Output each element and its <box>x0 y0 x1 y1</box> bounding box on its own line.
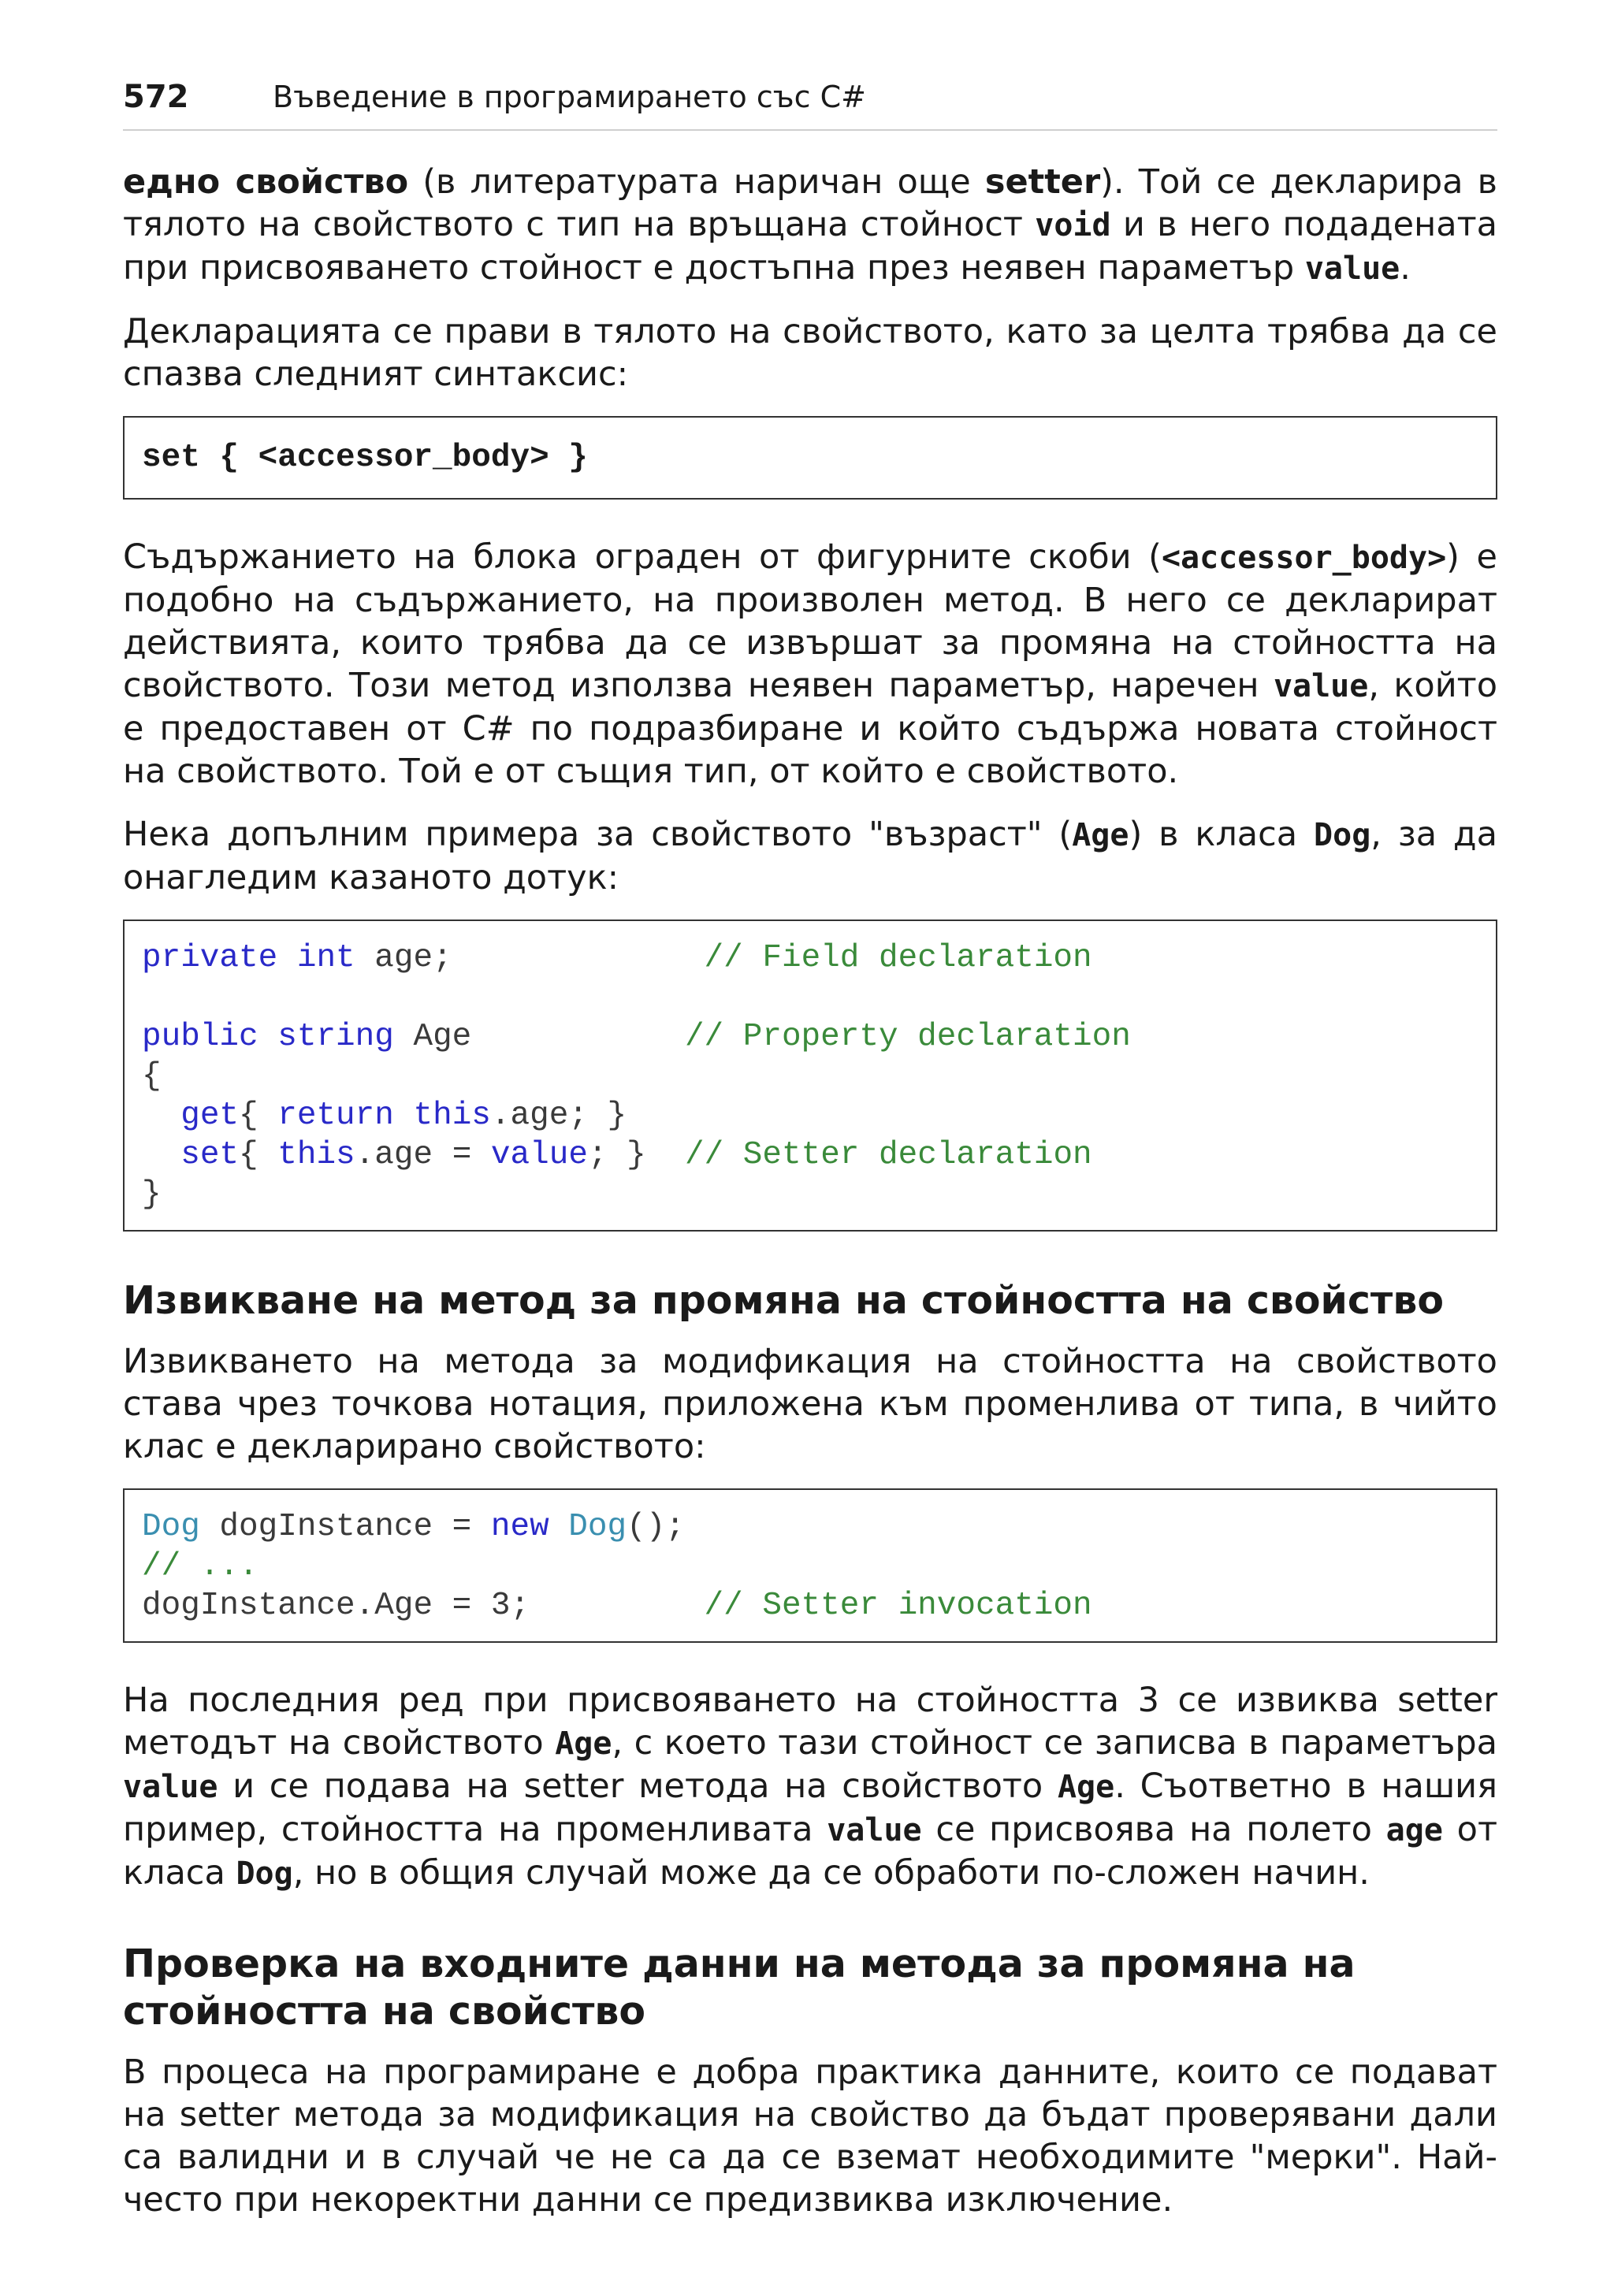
inline-code: value <box>1304 251 1400 287</box>
inline-code: void <box>1035 207 1111 243</box>
paragraph-example-intro: Нека допълним примера за свойството "възраст" (Age) в класа Dog, за да онагледим казаното дотук: <box>123 815 1498 897</box>
code-line: } <box>142 1176 162 1213</box>
section-heading-invoke-setter: Извикване на метод за промяна на стойността на свойство <box>123 1278 1445 1323</box>
code-line: private int age; // Field declaration <box>142 940 1092 976</box>
book-page <box>123 79 1497 2242</box>
code-line: get{ return this.age; } <box>180 1098 627 1134</box>
code-comment: // Field declaration <box>704 940 1092 976</box>
inline-code: Dog <box>236 1856 293 1892</box>
paragraph-setter-explanation: На последния ред при присвояването на стойността 3 се извиква setter методът на свойството Age, с което тази стойност се записва в параметъра value и се подава на setter метода на свойството Age. Съответно в нашия пример, стойността на променливата value се присвоява на полето age от класа Dog, но в общия случай може да се обработи по-сложен начин. <box>123 1681 1497 1893</box>
syntax-code-block: set { <accessor_body> } <box>123 416 1497 500</box>
page-number: 572 <box>123 79 189 115</box>
inline-code: <accessor_body> <box>1161 540 1447 576</box>
inline-code: Dog <box>1314 817 1371 853</box>
inline-code: Age <box>1072 817 1129 853</box>
page-header <box>123 79 1497 131</box>
paragraph-syntax-intro: Декларацията се прави в тялото на свойството, като за целта трябва да се спазва следният синтаксис: <box>123 312 1497 394</box>
code-line: set{ this.age = value; } // Setter declaration <box>180 1137 1092 1173</box>
inline-code: Age <box>1057 1769 1115 1805</box>
section-heading-input-validation: Проверка на входните данни на метода за промяна на стойността на свойство <box>123 1941 1356 2034</box>
inline-code: Age <box>555 1726 612 1762</box>
paragraph-invoke-setter: Извикването на метода за модификация на стойността на свойството става чрез точкова нотация, приложена към променлива от типа, в чийто клас е декларирано свойството: <box>123 1342 1497 1466</box>
inline-code: value <box>1273 668 1369 704</box>
paragraph-accessor-body: Съдържанието на блока ограден от фигурните скоби (<accessor_body>) е подобно на съдържанието, на произволен метод. В него се декларират действията, които трябва да се извършат за промяна на стойността на свойството. Този метод използва неявен параметър, наречен value, който е предоставен от C# по подразбиране и който съдържа новата стойност на свойството. Той е от същия тип, от който е свойството. <box>123 537 1498 791</box>
code-line: { <box>142 1058 162 1094</box>
code-line: dogInstance.Age = 3; // Setter invocation <box>142 1588 1092 1624</box>
bold-term: setter <box>984 162 1101 202</box>
code-line: public string Age // Property declaration <box>142 1019 1131 1055</box>
inline-code: age <box>1385 1812 1443 1848</box>
code-comment: // Setter declaration <box>684 1137 1092 1173</box>
code-comment: // Setter invocation <box>704 1588 1092 1624</box>
inline-code: value <box>123 1769 218 1805</box>
code-block-property-setter <box>123 920 1497 1232</box>
code-line: Dog dogInstance = new Dog(); <box>142 1509 685 1545</box>
code-block-setter-invocation <box>123 1488 1497 1643</box>
paragraph-input-validation: В процеса на програмиране е добра практика данните, които се подават на setter метода за модификация на свойство да бъдат проверявани дали са валидни и в случай че не са да се вземат необходимите "мерки". Най-често при некоректни данни се предизвиква изключение. <box>123 2053 1497 2220</box>
paragraph-setter-intro: едно свойство (в литературата наричан още setter). Той се декларира в тялото на свойството с тип на връщана стойност void и в него подадената при присвояването стойност е достъпна през неявен параметър value. <box>123 162 1497 288</box>
running-title: Въведение в програмирането със C# <box>273 80 866 114</box>
inline-code: value <box>827 1812 922 1848</box>
bold-term: едно свойство <box>123 162 409 202</box>
code-comment: // Property declaration <box>684 1019 1131 1055</box>
code-comment: // ... <box>142 1548 258 1585</box>
